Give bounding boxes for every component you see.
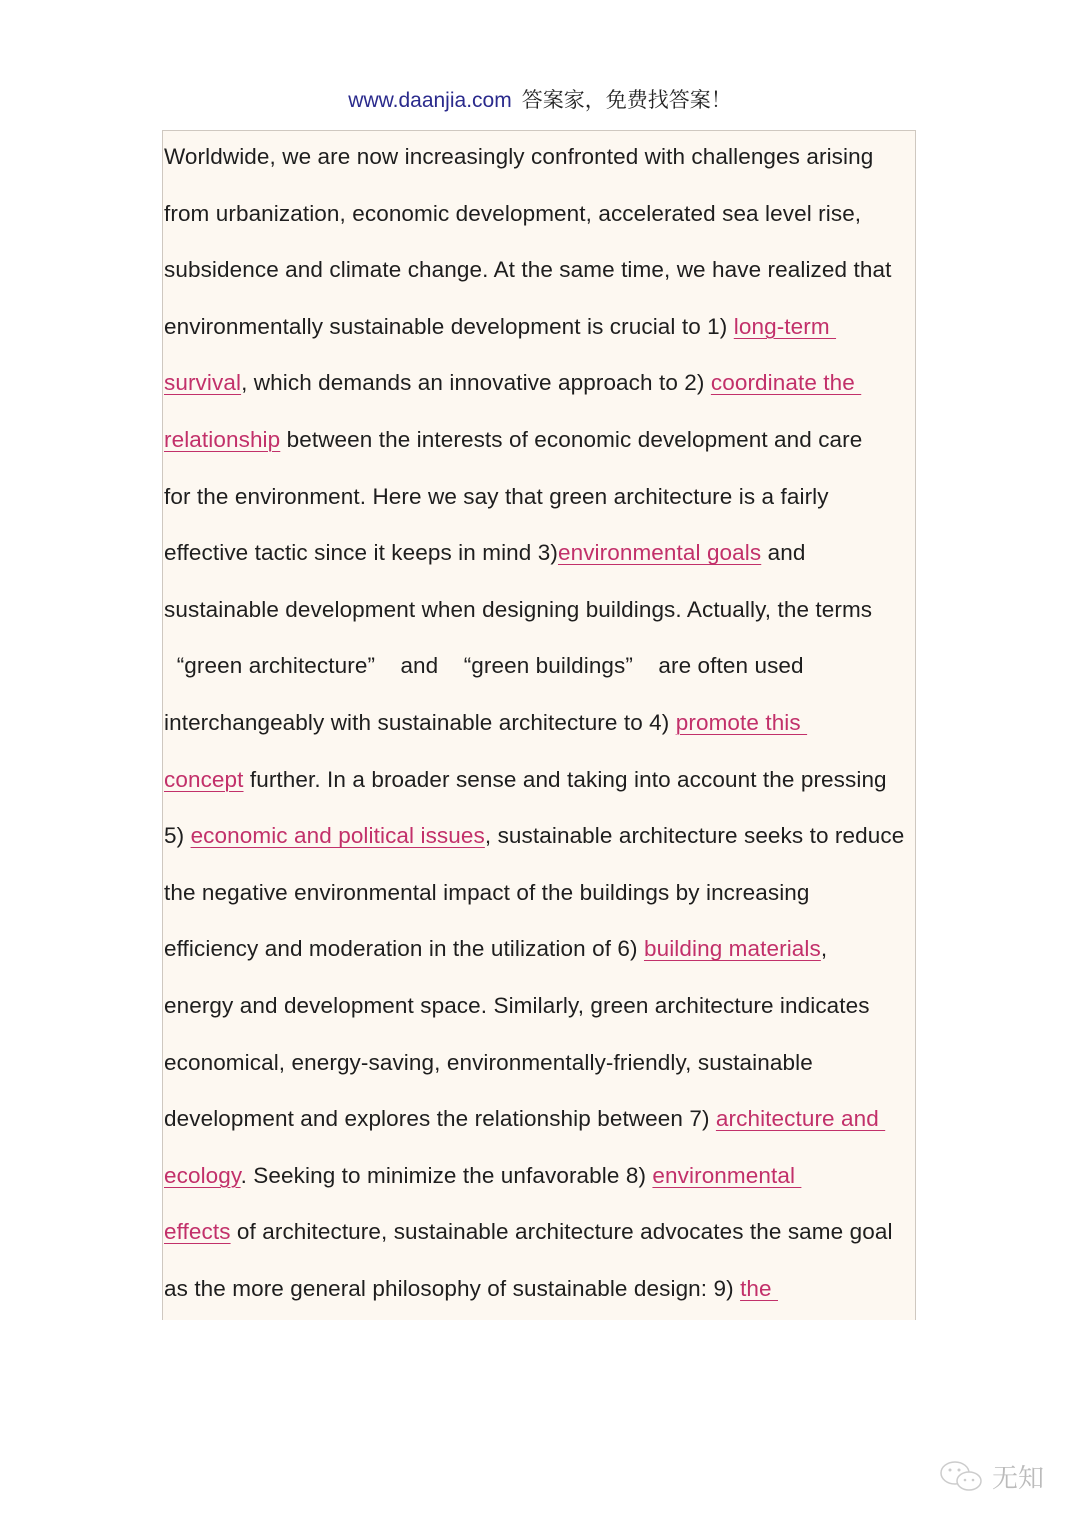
text-segment: efficiency and moderation in the utilization of 6)	[164, 936, 644, 962]
highlighted-answer: architecture and	[715, 1106, 886, 1132]
text-segment: interchangeably with sustainable architecture to 4)	[164, 710, 676, 735]
text-line	[164, 597, 872, 623]
text-line	[164, 314, 836, 340]
highlighted-answer: long-term	[733, 313, 837, 339]
highlighted-answer: ecology	[164, 1162, 241, 1188]
text-segment: development and explores the relationship between 7)	[164, 1106, 716, 1132]
text-segment: ,	[820, 936, 828, 962]
text-line	[164, 1050, 813, 1076]
highlighted-answer: effects	[164, 1219, 231, 1245]
text-segment: , sustainable architecture seeks to reduce	[484, 823, 905, 849]
text-line	[164, 257, 891, 283]
highlighted-answer: concept	[164, 766, 244, 792]
slogan: 答案家，免费找答案！	[521, 89, 732, 112]
wechat-icon	[938, 1459, 986, 1495]
highlighted-answer: relationship	[164, 427, 281, 452]
text-line	[164, 427, 862, 453]
highlighted-answer: the	[740, 1276, 778, 1301]
text-line	[164, 653, 804, 679]
text-line	[164, 1163, 801, 1189]
text-line	[164, 710, 807, 736]
text-segment: . Seeking to minimize the unfavorable 8)	[240, 1162, 653, 1188]
highlighted-answer: survival	[164, 370, 242, 396]
text-segment: further. In a broader sense and taking into account the pressing	[243, 766, 887, 792]
text-segment: energy and development space. Similarly, green architecture indicates	[164, 993, 870, 1018]
highlighted-answer: building materials	[643, 936, 821, 962]
site-url[interactable]: www.daanjia.com	[348, 89, 512, 112]
watermark	[938, 1458, 1044, 1495]
text-segment: environmentally sustainable development is crucial to 1)	[164, 313, 734, 339]
text-line	[164, 201, 861, 227]
text-segment: effective tactic since it keeps in mind 3)	[164, 540, 558, 566]
highlighted-answer: economic and political issues	[190, 823, 485, 849]
text-line	[164, 484, 829, 510]
text-line	[164, 823, 904, 849]
text-segment: from urbanization, economic development, accelerated sea level rise,	[164, 200, 862, 226]
text-segment: , which demands an innovative approach to 2)	[241, 370, 711, 396]
text-line	[164, 370, 861, 396]
text-segment: economical, energy-saving, environmentally-friendly, sustainable	[164, 1049, 813, 1075]
text-segment: as the more general philosophy of sustainable design: 9)	[164, 1276, 741, 1301]
text-line	[164, 880, 810, 906]
highlighted-answer: environmental	[652, 1162, 802, 1188]
text-segment: between the interests of economic development and care	[280, 427, 863, 452]
text-line	[164, 144, 873, 170]
text-segment: Worldwide, we are now increasingly confronted with challenges arising	[164, 144, 874, 169]
text-segment: for the environment. Here we say that green architecture is a fairly	[164, 483, 829, 509]
text-segment: 5)	[164, 823, 191, 849]
text-segment: sustainable development when designing buildings. Actually, the terms	[164, 596, 873, 622]
page-header	[0, 84, 1080, 114]
text-segment: of architecture, sustainable architecture advocates the same goal	[230, 1219, 893, 1245]
text-line	[164, 1276, 778, 1302]
watermark-text: 无知	[992, 1463, 1045, 1493]
text-line	[164, 1219, 893, 1245]
text-line	[164, 540, 805, 566]
text-segment: “green architecture” and “green buildings” are often used	[164, 653, 804, 679]
document-text-box	[162, 130, 916, 1320]
text-line	[164, 767, 887, 793]
text-line	[164, 993, 870, 1019]
text-segment: subsidence and climate change. At the same time, we have realized that	[164, 257, 892, 283]
text-segment: the negative environmental impact of the buildings by increasing	[164, 879, 810, 905]
text-segment: and	[761, 540, 806, 566]
highlighted-answer: coordinate the	[710, 370, 862, 396]
highlighted-answer: environmental goals	[557, 540, 762, 566]
text-line	[164, 1106, 885, 1132]
highlighted-answer: promote this	[675, 710, 808, 735]
text-line	[164, 936, 827, 962]
